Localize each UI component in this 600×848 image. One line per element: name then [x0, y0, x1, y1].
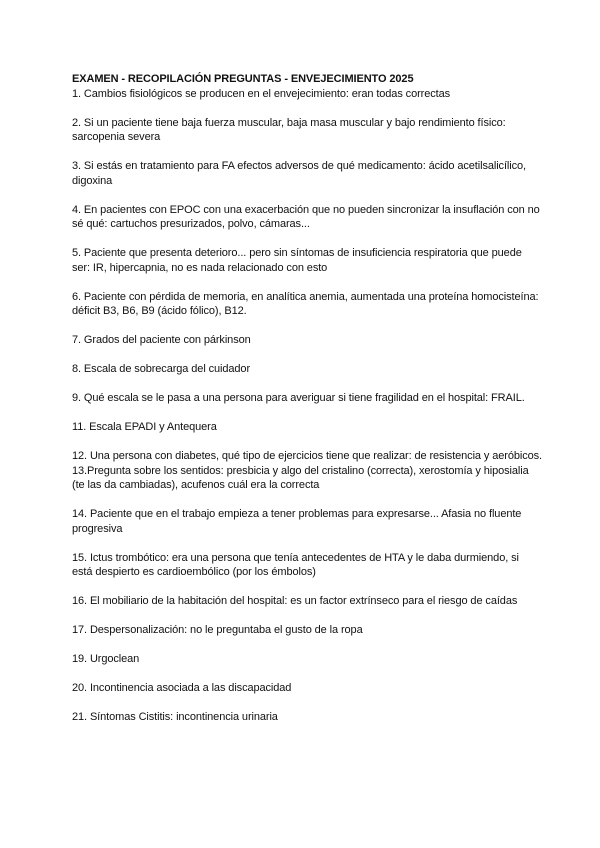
question-item-19: 19. Urgoclean — [72, 653, 140, 665]
question-item-5: 5. Paciente que presenta deterioro... pero sin síntomas de insuficiencia respiratoria que puede ser: IR, hipercapnia, no es nada relacionado con esto — [72, 247, 525, 274]
question-item-17: 17. Despersonalización: no le preguntaba el gusto de la ropa — [72, 624, 363, 636]
question-item-8: 8. Escala de sobrecarga del cuidador — [72, 363, 251, 375]
question-item-14: 14. Paciente que en el trabajo empieza a tener problemas para expresarse... Afasia no fluente progresiva — [72, 508, 525, 535]
question-item-15: 15. Ictus trombótico: era una persona que tenía antecedentes de HTA y le daba durmiendo, si está despierto es cardioembólico (por los émbolos) — [72, 551, 522, 578]
question-item-3: 3. Si estás en tratamiento para FA efectos adversos de qué medicamento: ácido acetilsalicílico, digoxina — [72, 160, 529, 187]
question-item-13: 13.Pregunta sobre los sentidos: presbicia y algo del cristalino (correcta), xerostomía y hiposialia (te las da cambiadas), acufenos cuál era la correcta — [72, 464, 532, 491]
question-item-12: 12. Una persona con diabetes, qué tipo de ejercicios tiene que realizar: de resistencia y aeróbicos. — [72, 450, 543, 462]
question-item-4: 4. En pacientes con EPOC con una exacerbación que no pueden sincronizar la insuflación con no sé qué: cartuchos presurizados, polvo, cámaras... — [72, 203, 543, 230]
question-item-20: 20. Incontinencia asociada a las discapacidad — [72, 682, 292, 694]
question-item-1: 1. Cambios fisiológicos se producen en el envejecimiento: eran todas correctas — [72, 87, 451, 100]
question-item-21: 21. Síntomas Cistitis: incontinencia urinaria — [72, 711, 278, 723]
question-item-6: 6. Paciente con pérdida de memoria, en analítica anemia, aumentada una proteína homocisteína: déficit B3, B6, B9 (ácido fólico), B12. — [72, 290, 542, 317]
question-item-2: 2. Si un paciente tiene baja fuerza muscular, baja masa muscular y bajo rendimiento físico: sarcopenia severa — [72, 116, 509, 143]
question-item-16: 16. El mobiliario de la habitación del hospital: es un factor extrínseco para el riesgo de caídas — [72, 595, 518, 607]
document-title: EXAMEN - RECOPILACIÓN PREGUNTAS - ENVEJECIMIENTO 2025 — [72, 73, 414, 85]
document-content — [72, 72, 542, 739]
question-item-7: 7. Grados del paciente con párkinson — [72, 334, 251, 346]
question-item-9: 9. Qué escala se le pasa a una persona para averiguar si tiene fragilidad en el hospital: FRAIL. — [72, 392, 525, 404]
question-item-11: 11. Escala EPADI y Antequera — [72, 421, 217, 433]
